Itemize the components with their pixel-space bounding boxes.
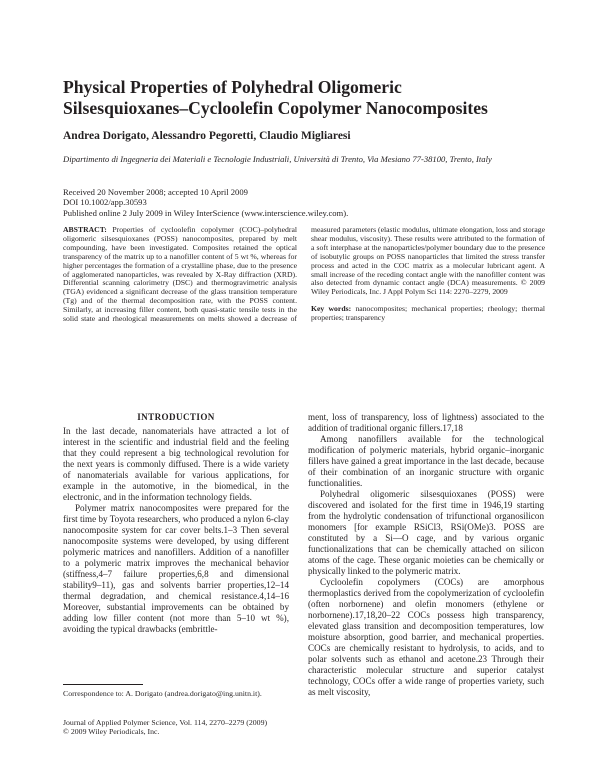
doi-line: DOI 10.1002/app.30593 — [63, 197, 147, 208]
journal-footer — [63, 718, 289, 736]
paragraph: Polymer matrix nanocomposites were prepared for the first time by Toyota researchers, who produced a nylon 6-clay nanocomposite system for car cover belts.1–3 Then several nanocomposite systems were developed, by using different polymeric matrices and nanofillers. Addition of a nanofiller to a polymeric matrix improves the mechanical behavior (stiffness,4–7 failure properties,6,8 and dimensional stability9–11), gas and solvents barrier properties,12–14 thermal degradation, and chemical resistance.4,14–16 Moreover, substantial improvements can be obtained by adding low filler content (not more than 5–10 wt %), avoiding the typical drawbacks (embrittle- — [63, 503, 289, 634]
section-heading-introduction: INTRODUCTION — [137, 412, 215, 422]
journal-citation: Journal of Applied Polymer Science, Vol. 114, 2270–2279 (2009) — [63, 718, 268, 727]
paragraph: In the last decade, nanomaterials have attracted a lot of interest in the scientific and industrial field and the feeling that they could represent a big technological revolution for the next years is commonly diffused. There is a wide variety of nanomaterials available for various applications, for example in the automotive, in the biomedical, in the electronic, and in the information technology fields. — [63, 426, 289, 502]
keywords — [311, 305, 545, 323]
body-column-left — [63, 412, 289, 635]
paragraph: ment, loss of transparency, loss of lightness) associated to the addition of traditional organic fillers.17,18 — [308, 412, 544, 433]
copyright-line: © 2009 Wiley Periodicals, Inc. — [63, 727, 160, 736]
article-title — [63, 77, 563, 119]
paragraph: Cycloolefin copolymers (COCs) are amorphous thermoplastics derived from the copolymerization of cycloolefin (often norbornene) and olefin monomers (ethylene or norbornene).17,18,20–22 COCs possess high transparency, elevated glass transition and decomposition temperatures, low moisture absorption, good barrier, and mechanical properties. COCs are chemically resistant to hydrolysis, to acids, and to polar solvents such as ethanol and acetone.23 Through their characteristic molecular structure and superior catalyst technology, COCs offer a wide range of properties variety, such as melt viscosity, — [308, 577, 544, 697]
correspondence-note — [63, 689, 289, 698]
title-line-2: Silsesquioxanes–Cycloolefin Copolymer Nanocomposites — [63, 98, 488, 118]
author-list: Andrea Dorigato, Alessandro Pegoretti, Claudio Migliaresi — [63, 130, 351, 142]
published-online: Published online 2 July 2009 in Wiley InterScience (www.interscience.wiley.com). — [63, 207, 349, 218]
abstract-text: Properties of cycloolefin copolymer (COC)–polyhedral oligomeric silsesquioxanes (POSS) nanocomposites, prepared by melt compounding, have been investigated. Composites retained the optical transparency of the matrix up to a nanofiller content of 5 wt %, whereas for higher percentages the formation of a crystalline phase, due to the presence of agglomerated nanoparticles, was revealed by X-Ray diffraction (XRD). Differential scanning calorimetry (DSC) and thermogravimetric analysis (TGA) evidenced a significant decrease of the glass transition temperature (Tg) and of the thermal decomposition rate, with the POSS content. Similarly, at increasing filler content, both quasi-static tensile tests in the solid state and rheological measurements on melts showed a decrease of measured parameters (elastic modulus, ultimate elongation, loss and storage shear modulus, viscosity). These results were attributed to the formation of a soft interphase at the nanoparticles/polymer boundary due to the presence of isobutylic groups on POSS nanoparticles that limited the stress transfer process and acted in the COC matrix as a molecular lubricant agent. A small increase of the receding contact angle with the nanofiller content was also detected from dynamic contact angle (DCA) measurements. © 2009 Wiley Periodicals, Inc. J Appl Polym Sci 114: 2270–2279, 2009 — [63, 225, 545, 324]
received-date: Received 20 November 2008; accepted 10 April 2009 — [63, 187, 248, 197]
correspondence-text: Correspondence to: A. Dorigato (andrea.dorigato@ing.unitn.it). — [63, 689, 262, 698]
keywords-label: Key words: — [311, 304, 352, 314]
keywords-text: nanocomposites; mechanical properties; rheology; thermal properties; transparency — [311, 304, 546, 323]
abstract — [63, 226, 545, 341]
paragraph: Among nanofillers available for the technological modification of polymeric materials, hybrid organic–inorganic fillers have gained a great importance in the last decade, because of their combination of an inorganic structure with organic functionalities. — [308, 434, 544, 488]
paragraph: Polyhedral oligomeric silsesquioxanes (POSS) were discovered and isolated for the first time in 1946,19 starting from the hydrolytic condensation of trifunctional organosilicon monomers [for example RSiCl3, RSi(OMe)3. POSS are constituted by a Si—O cage, and by various organic functionalizations that can be chemically attached on silicon atoms of the cage. These organic moieties can be chemically or physically linked to the polymeric matrix. — [308, 489, 544, 576]
footnote-divider — [63, 684, 143, 685]
abstract-label: ABSTRACT: — [63, 225, 107, 234]
title-line-1: Physical Properties of Polyhedral Oligomeric — [63, 77, 402, 97]
publication-history — [63, 187, 533, 218]
affiliation: Dipartimento di Ingegneria dei Materiali e Tecnologie Industriali, Università di Trento, Via Mesiano 77-38100, Trento, Italy — [63, 154, 492, 164]
body-column-right — [308, 412, 544, 698]
